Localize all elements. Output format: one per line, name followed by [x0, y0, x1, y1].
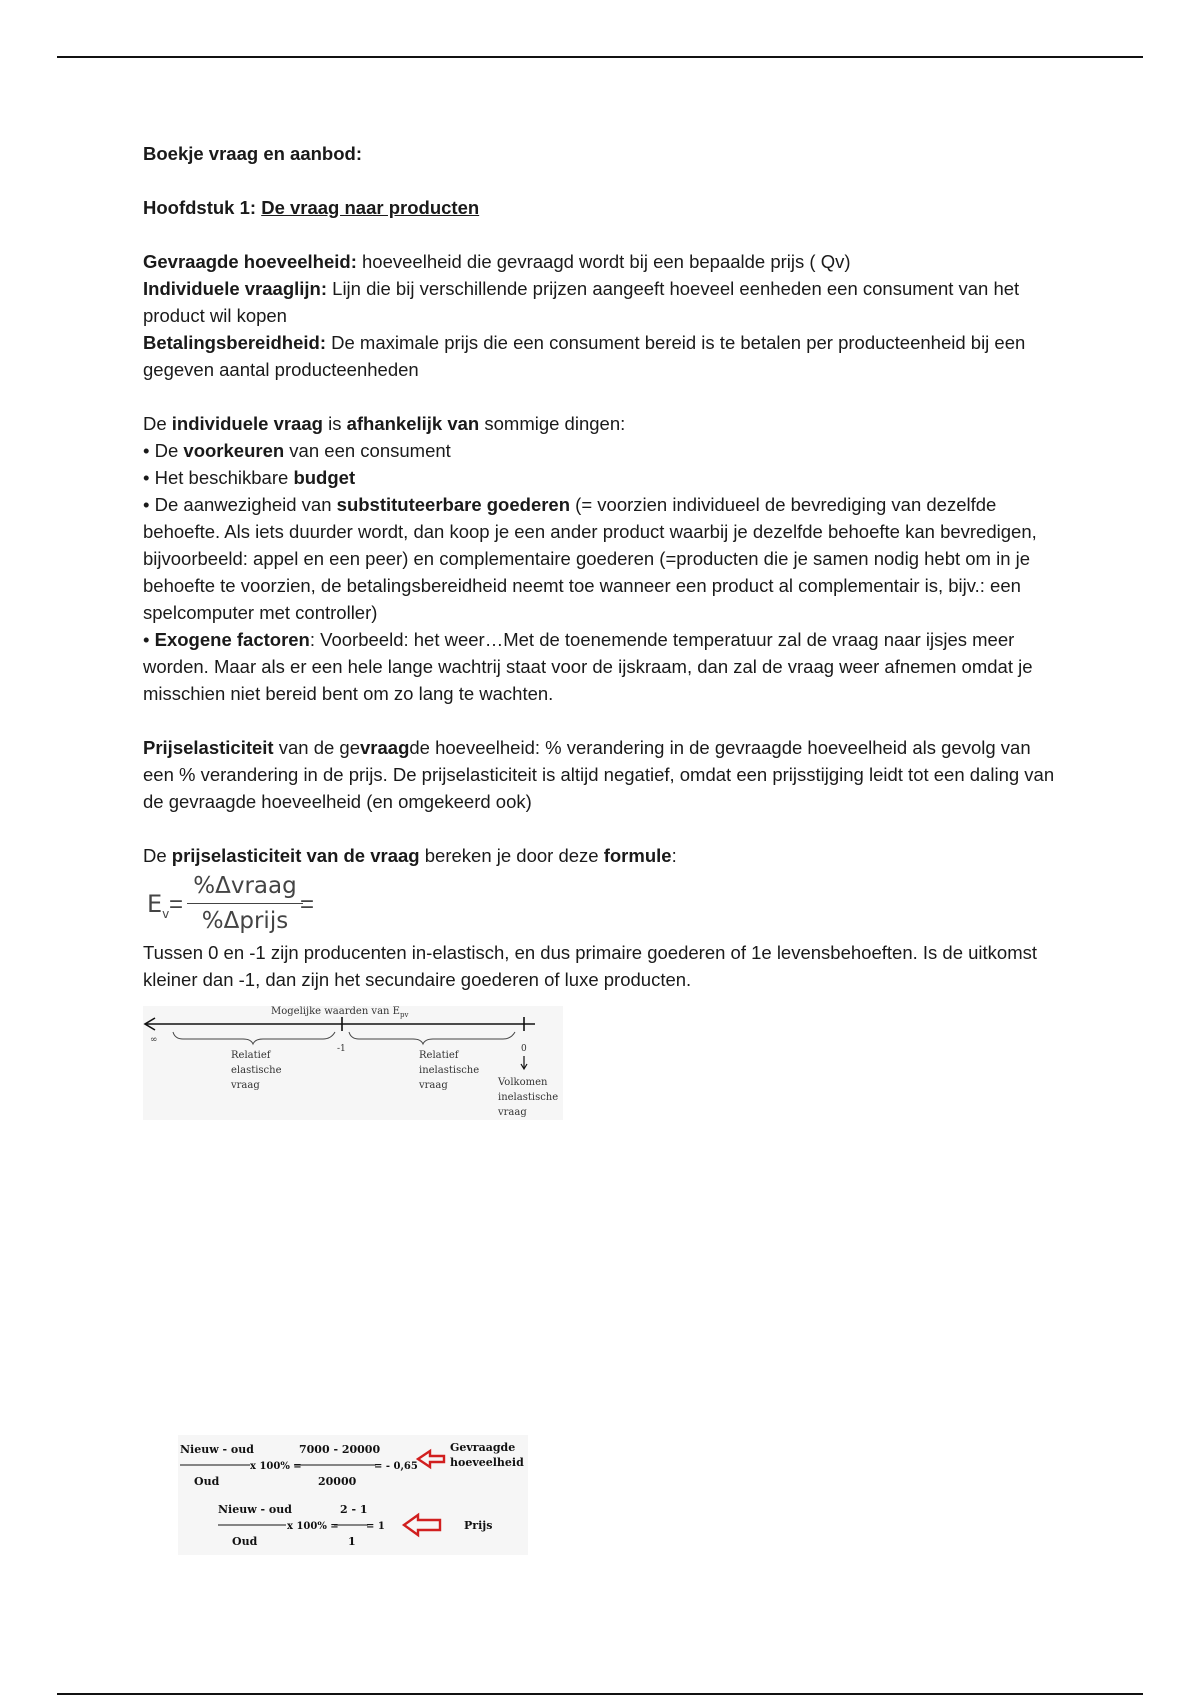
- label-perfect-line: inelastische: [498, 1092, 559, 1103]
- label-elastic-line: elastische: [231, 1065, 282, 1076]
- formula-intro-term: prijselasticiteit van de vraag: [171, 845, 420, 866]
- formula-subscript: v: [162, 906, 170, 921]
- definition-2: [143, 275, 1063, 329]
- label-elastic-line: vraag: [231, 1080, 260, 1091]
- calc-row1-frac-num: 7000 - 20000: [299, 1443, 381, 1456]
- formula-intro-text: De: [143, 845, 172, 866]
- chapter-prefix: Hoofdstuk 1:: [143, 197, 257, 218]
- footer-rule: [57, 1693, 1143, 1695]
- formula-intro-text: bereken je door deze: [419, 845, 604, 866]
- formula-denominator: %Δprijs: [201, 908, 289, 934]
- calc-row2-label: Prijs: [464, 1519, 493, 1532]
- calc-row1-label: hoeveelheid: [450, 1456, 524, 1469]
- formula-numerator: %Δvraag: [187, 871, 303, 904]
- label-inelastic-line: vraag: [419, 1080, 448, 1091]
- formula-trailing-equals: =: [300, 891, 315, 918]
- intro-text: De: [143, 413, 172, 434]
- calc-row1-mult: x 100% =: [250, 1461, 302, 1472]
- calc-row1-numerator: Nieuw - oud: [180, 1443, 254, 1456]
- calc-row2-frac-num: 2 - 1: [340, 1503, 368, 1516]
- bullet-text: : Voorbeeld: het weer…Met de toenemende temperatuur zal de vraag naar ijsjes meer worden. Maar als er een hele lange wachtrij staat voor de ijskraam, dan zal de vraag weer afnemen omdat je misschien niet bereid bent om zo lang te wachten.: [143, 629, 1033, 704]
- scale-caption: Mogelijke waarden van $E_{pv}$: [271, 1006, 409, 1019]
- bullet-text: • Het beschikbare: [143, 467, 294, 488]
- elasticity-term: vraag: [360, 737, 410, 758]
- calculation-figure: [178, 1435, 528, 1555]
- definition-text: hoeveelheid die gevraagd wordt bij een bepaalde prijs ( Qv): [356, 251, 851, 272]
- bullet-item: [143, 491, 1063, 626]
- intro-term: afhankelijk van: [346, 413, 480, 434]
- document-body: [143, 140, 1063, 993]
- elasticity-scale-svg: [143, 1006, 563, 1120]
- scale-tick-right-label: 0: [521, 1044, 527, 1054]
- bullet-term: Exogene factoren: [154, 629, 310, 650]
- calc-row1-denominator: Oud: [194, 1475, 220, 1488]
- elasticity-formula: [143, 871, 1063, 939]
- chapter-heading: [143, 194, 1063, 221]
- formula-symbol: E: [147, 890, 163, 918]
- definition-3: [143, 329, 1063, 383]
- scale-brace-inelastic: [349, 1032, 515, 1044]
- bullet-text: (= voorzien individueel de bevrediging van dezelfde behoefte. Als iets duurder wordt, dan koop je een ander product waarbij je dezelfde behoefte kan bevredigen, bijvoorbeeld: appel en een peer) en complementaire goederen (=producten die je samen nodig hebt om in je behoefte te voorzien, de betalingsbereidheid neemt toe wanneer een product al complementair is, bijv.: een spelcomputer met controller): [143, 494, 1037, 623]
- scale-brace-elastic: [173, 1032, 335, 1044]
- formula-fraction: [187, 871, 303, 938]
- calc-row2-result: = 1: [366, 1521, 385, 1532]
- definition-term: Individuele vraaglijn:: [143, 278, 328, 299]
- definition-term: Betalingsbereidheid:: [143, 332, 326, 353]
- scale-tick-mid-label: -1: [337, 1044, 346, 1054]
- definition-text: De maximale prijs die een consument bereid is te betalen per producteenheid bij een gegeven aantal producteenheden: [143, 332, 1026, 380]
- arrow-left-icon: [404, 1515, 440, 1535]
- chapter-name: De vraag naar producten: [261, 197, 480, 218]
- bullet-text: • De: [143, 440, 184, 461]
- arrow-left-icon: [418, 1451, 444, 1467]
- formula-intro-text: :: [671, 845, 677, 866]
- bullet-item: [143, 437, 1063, 464]
- formula-equals: =: [169, 891, 184, 918]
- calculation-svg: [178, 1435, 528, 1555]
- formula-intro: [143, 842, 1063, 869]
- formula-lhs: [147, 891, 169, 928]
- intro-term: individuele vraag: [171, 413, 323, 434]
- calc-row2-denominator: Oud: [232, 1535, 258, 1548]
- bullet-text: van een consument: [284, 440, 451, 461]
- header-rule: [57, 56, 1143, 58]
- label-elastic-line: Relatief: [231, 1050, 271, 1061]
- elasticity-paragraph: [143, 734, 1063, 815]
- intro-text: is: [322, 413, 347, 434]
- definition-text: Lijn die bij verschillende prijzen aangeeft hoeveel eenheden een consument van het product wil kopen: [143, 278, 1020, 326]
- formula-note: Tussen 0 en -1 zijn producenten in-elastisch, en dus primaire goederen of 1e levensbehoeften. Is de uitkomst kleiner dan -1, dan zijn het secundaire goederen of luxe producten.: [143, 942, 1038, 990]
- intro-text: sommige dingen:: [479, 413, 626, 434]
- bullet-text: • De aanwezigheid van: [143, 494, 337, 515]
- label-inelastic-line: inelastische: [419, 1065, 480, 1076]
- calc-row1-frac-den: 20000: [318, 1475, 357, 1488]
- definition-term: Gevraagde hoeveelheid:: [143, 251, 357, 272]
- elasticity-scale-figure: [143, 1006, 563, 1120]
- label-inelastic-line: Relatief: [419, 1050, 459, 1061]
- calc-row2-frac-den: 1: [348, 1535, 356, 1548]
- document-title: Boekje vraag en aanbod:: [143, 143, 362, 164]
- elasticity-text: de hoeveelheid: % verandering in de gevraagde hoeveelheid als gevolg van een % verandering in de prijs. De prijselasticiteit is altijd negatief, omdat een prijsstijging leidt tot een daling van de gevraagde hoeveelheid (en omgekeerd ook): [143, 737, 1055, 812]
- calc-row2-mult: x 100% =: [287, 1521, 339, 1532]
- bullet-term: substituteerbare goederen: [336, 494, 571, 515]
- bullet-term: voorkeuren: [183, 440, 285, 461]
- bullet-item: [143, 626, 1063, 707]
- label-perfect-line: Volkomen: [498, 1077, 548, 1088]
- scale-left-end-label: ∞: [150, 1035, 158, 1045]
- bullet-item: [143, 464, 1063, 491]
- calc-row1-result: = - 0,65: [374, 1461, 418, 1472]
- formula-intro-term: formule: [603, 845, 672, 866]
- calc-row2-numerator: Nieuw - oud: [218, 1503, 292, 1516]
- intro-line: [143, 410, 1063, 437]
- bullet-text: •: [143, 629, 155, 650]
- bullet-term: budget: [293, 467, 356, 488]
- elasticity-text: van de ge: [273, 737, 360, 758]
- calc-row1-label: Gevraagde: [450, 1441, 516, 1454]
- label-perfect-line: vraag: [498, 1107, 527, 1118]
- elasticity-term: Prijselasticiteit: [143, 737, 274, 758]
- definition-1: [143, 248, 1063, 275]
